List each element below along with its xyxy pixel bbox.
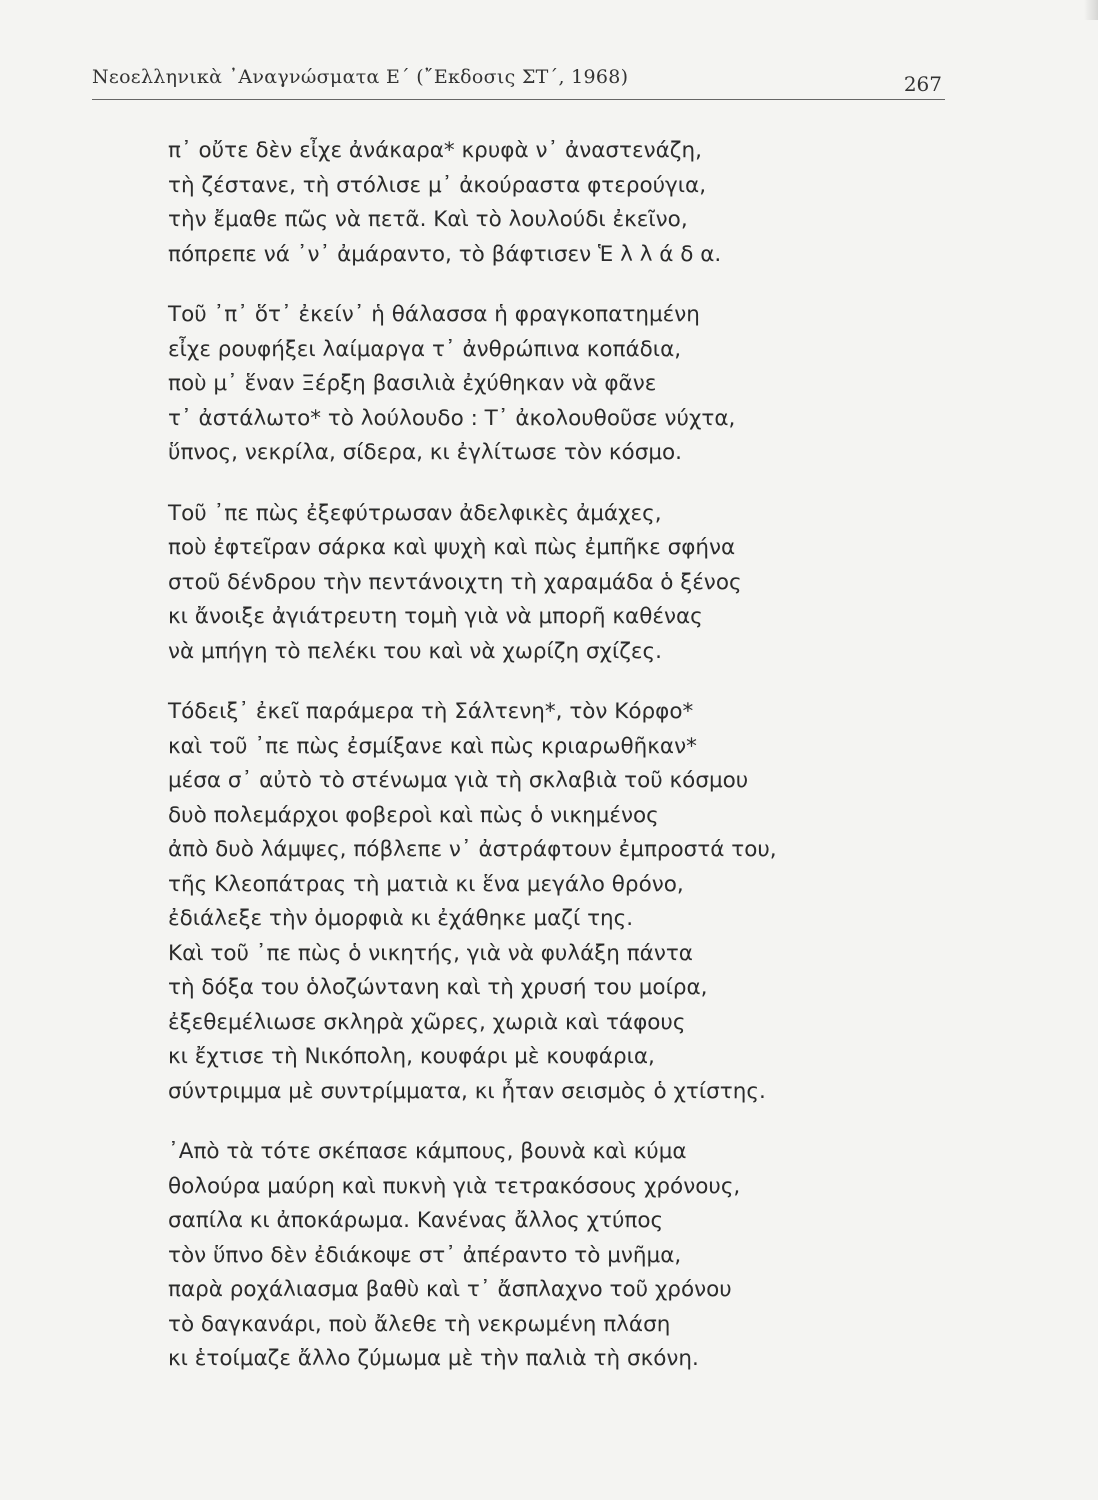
verse-line: ἐξεθεμέλιωσε σκληρὰ χῶρες, χωριὰ καὶ τάφους xyxy=(168,1009,686,1035)
verse-line: τὴ ζέστανε, τὴ στόλισε μ᾽ ἀκούραστα φτερούγια, xyxy=(168,172,707,198)
verse-line: σαπίλα κι ἀποκάρωμα. Κανένας ἄλλος χτύπος xyxy=(168,1208,664,1233)
running-title: Νεοελληνικὰ ᾽Αναγνώσματα Ε΄ (῎Εκδοσις ΣΤ΄, 1968) xyxy=(92,66,629,88)
verse-line: ἐδιάλεξε τὴν ὀμορφιὰ κι ἐχάθηκε μαζί της. xyxy=(168,906,634,931)
page-corner-shadow xyxy=(1084,0,1098,20)
verse-line: Τόδειξ᾽ ἐκεῖ παράμερα τὴ Σάλτενη*, τὸν Κόρφο* xyxy=(168,699,694,724)
verse-line: σύντριμμα μὲ συντρίμματα, κι ἦταν σεισμὸς ὁ χτίστης. xyxy=(168,1078,766,1104)
stanza-4 xyxy=(168,695,888,1109)
stanza-3 xyxy=(168,497,888,670)
verse-line: τὸ δαγκανάρι, ποὺ ἄλεθε τὴ νεκρωμένη πλάση xyxy=(168,1311,671,1337)
verse-line: ἀπὸ δυὸ λάμψες, πόβλεπε ν᾽ ἀστράφτουν ἐμπροστά του, xyxy=(168,837,777,862)
running-head xyxy=(92,66,942,96)
verse-line: δυὸ πολεμάρχοι φοβεροὶ καὶ πὼς ὁ νικημένος xyxy=(168,802,659,828)
verse-line: τὴν ἔμαθε πῶς νὰ πετᾶ. Καὶ τὸ λουλούδι ἐκεῖνο, xyxy=(168,207,688,232)
verse-line: ὕπνος, νεκρίλα, σίδερα, κι ἐγλίτωσε τὸν κόσμο. xyxy=(168,440,683,465)
verse-line: τῆς Κλεοπάτρας τὴ ματιὰ κι ἕνα μεγάλο θρόνο, xyxy=(168,871,684,897)
verse-line: κι ἔχτισε τὴ Νικόπολη, κουφάρι μὲ κουφάρια, xyxy=(168,1044,655,1069)
verse-line: τὸν ὕπνο δὲν ἐδιάκοψε στ᾽ ἀπέραντο τὸ μνῆμα, xyxy=(168,1242,682,1268)
verse-line: ποὺ μ᾽ ἕναν Ξέρξη βασιλιὰ ἐχύθηκαν νὰ φᾶνε xyxy=(168,371,657,396)
verse-line: ποὺ ἐφτεῖραν σάρκα καὶ ψυχὴ καὶ πὼς ἐμπῆκε σφήνα xyxy=(168,535,736,560)
stanza-5 xyxy=(168,1135,888,1377)
verse-line: μέσα σ᾽ αὐτὸ τὸ στένωμα γιὰ τὴ σκλαβιὰ τοῦ κόσμου xyxy=(168,768,749,793)
stanza-1 xyxy=(168,134,888,272)
verse-line: τ᾽ ἀστάλωτο* τὸ λούλουδο : Τ᾽ ἀκολουθοῦσε νύχτα, xyxy=(168,405,736,431)
verse-line: πόπρεπε νά ᾽ν᾽ ἀμάραντο, τὸ βάφτισεν Ἑ λ λ ά δ α. xyxy=(168,241,722,267)
verse-line: κι ἄνοιξε ἀγιάτρευτη τομὴ γιὰ νὰ μπορῆ καθένας xyxy=(168,604,703,629)
page-number: 267 xyxy=(903,72,942,96)
verse-line: παρὰ ροχάλιασμα βαθὺ καὶ τ᾽ ἄσπλαχνο τοῦ χρόνου xyxy=(168,1277,732,1302)
verse-line: Τοῦ ᾽π᾽ ὅτ᾽ ἐκείν᾽ ἡ θάλασσα ἡ φραγκοπατημένη xyxy=(168,302,700,327)
verse-line: νὰ μπήγη τὸ πελέκι του καὶ νὰ χωρίζη σχίζες. xyxy=(168,638,663,664)
verse-line: θολούρα μαύρη καὶ πυκνὴ γιὰ τετρακόσους χρόνους, xyxy=(168,1173,741,1199)
verse-line: Καὶ τοῦ ᾽πε πὼς ὁ νικητής, γιὰ νὰ φυλάξη πάντα xyxy=(168,940,693,966)
header-rule xyxy=(92,99,945,100)
verse-line: τὴ δόξα του ὁλοζώντανη καὶ τὴ χρυσή του μοίρα, xyxy=(168,975,708,1000)
verse-line: π᾽ οὔτε δὲν εἶχε ἀνάκαρα* κρυφὰ ν᾽ ἀναστενάζη, xyxy=(168,138,702,163)
poem-text xyxy=(168,134,888,1403)
verse-line: κι ἑτοίμαζε ἄλλο ζύμωμα μὲ τὴν παλιὰ τὴ σκόνη. xyxy=(168,1346,699,1371)
verse-line: ᾽Απὸ τὰ τότε σκέπασε κάμπους, βουνὰ καὶ κύμα xyxy=(168,1139,687,1164)
stanza-2 xyxy=(168,298,888,471)
verse-line: εἶχε ρουφήξει λαίμαργα τ᾽ ἀνθρώπινα κοπάδια, xyxy=(168,336,682,362)
verse-line: Τοῦ ᾽πε πὼς ἐξεφύτρωσαν ἀδελφικὲς ἀμάχες, xyxy=(168,500,662,526)
verse-line: καὶ τοῦ ᾽πε πὼς ἐσμίξανε καὶ πὼς κριαρωθῆκαν* xyxy=(168,733,697,759)
verse-line: στοῦ δένδρου τὴν πεντάνοιχτη τὴ χαραμάδα ὁ ξένος xyxy=(168,569,742,595)
